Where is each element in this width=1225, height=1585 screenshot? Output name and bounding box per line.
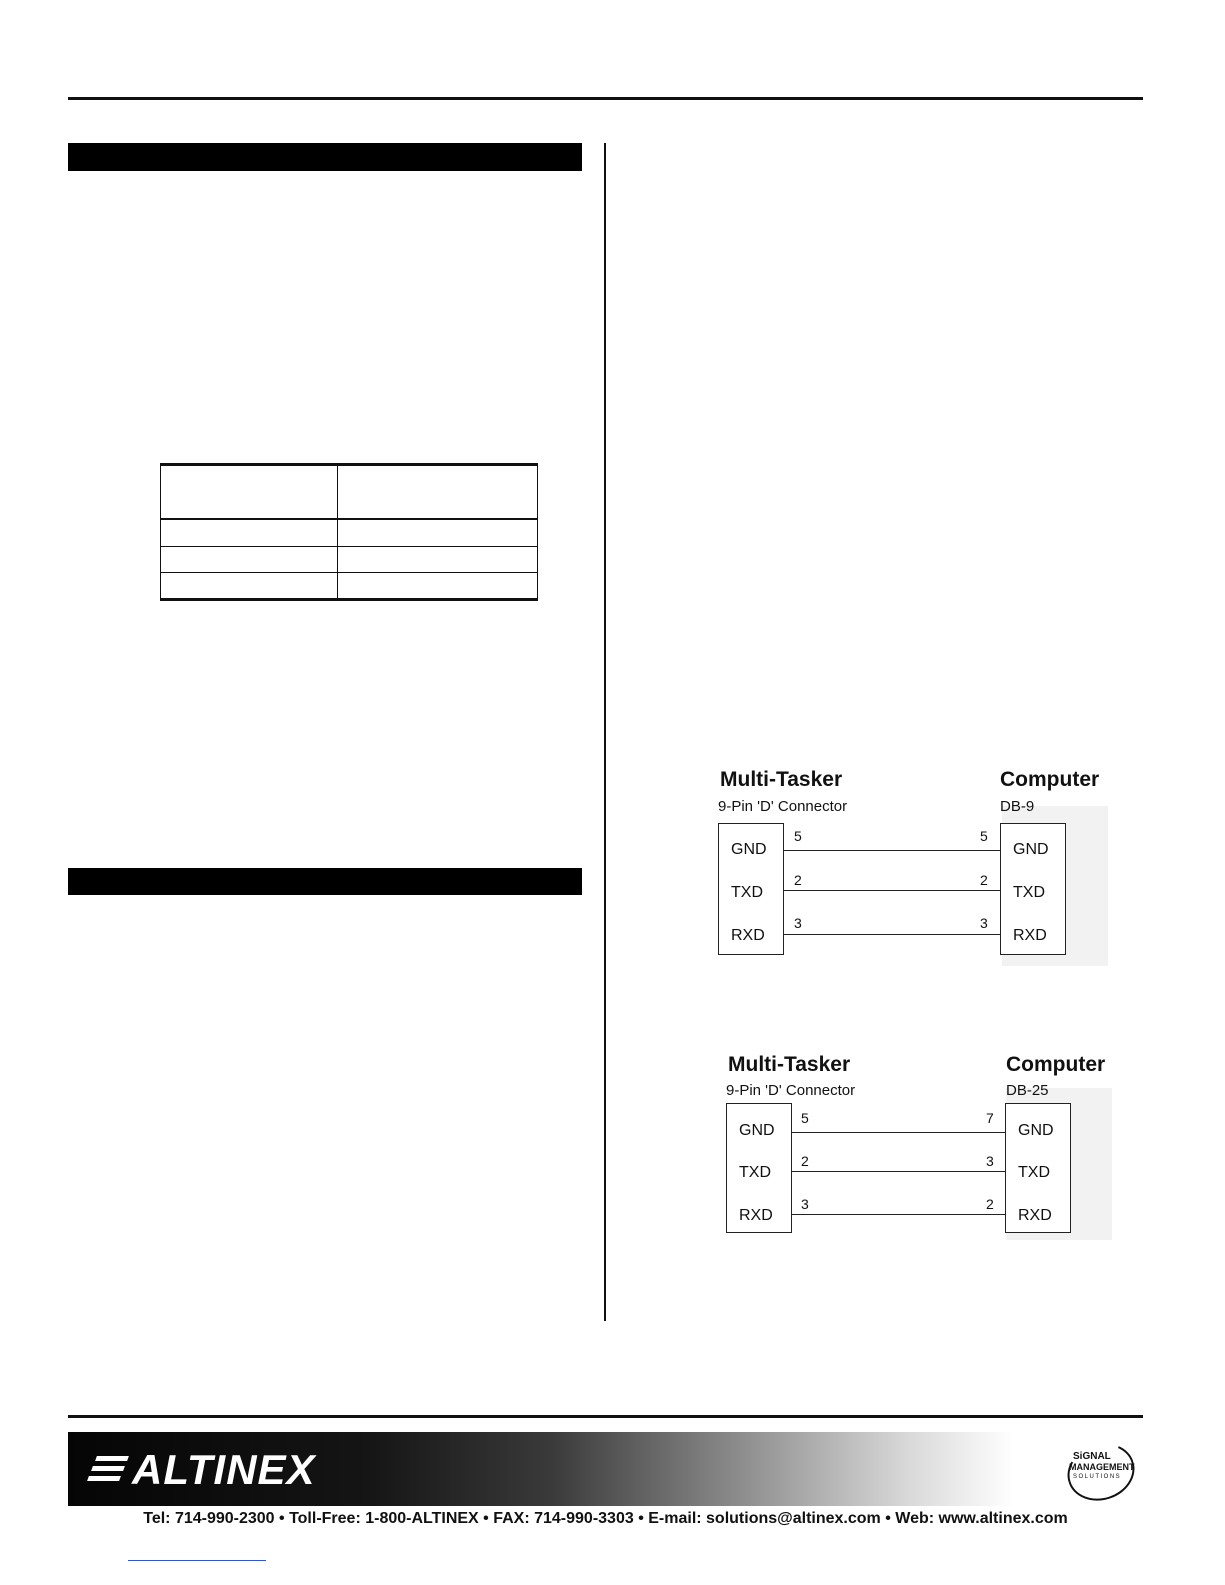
table-header-rule (160, 518, 538, 520)
footer-banner (68, 1432, 1143, 1506)
left-title: Multi-Tasker (720, 768, 843, 791)
left-pin: 2 (801, 1153, 809, 1169)
badge-line-2: MANAGEMENT (1069, 1462, 1135, 1472)
signal-management-badge (1063, 1438, 1137, 1500)
left-signal-rxd: RXD (731, 927, 765, 944)
settings-table (160, 463, 538, 601)
right-signal-gnd: GND (1018, 1122, 1054, 1139)
left-subtitle: 9-Pin 'D' Connector (718, 798, 848, 815)
left-pin: 5 (794, 828, 802, 844)
logo-stripe (87, 1476, 121, 1481)
wire-gnd (783, 850, 1000, 851)
badge-line-1: SiGNAL (1073, 1451, 1111, 1462)
left-subtitle: 9-Pin 'D' Connector (726, 1082, 856, 1099)
right-title: Computer (1006, 1053, 1106, 1076)
wire-gnd (791, 1132, 1005, 1133)
left-signal-gnd: GND (731, 841, 767, 858)
left-signal-txd: TXD (731, 884, 763, 901)
section-heading-bar-2 (68, 868, 582, 895)
table-top-rule (160, 463, 538, 466)
table-row-rule (160, 572, 538, 573)
right-pin: 2 (980, 872, 988, 888)
contact-line: Tel: 714-990-2300 • Toll-Free: 1-800-ALTINEX • FAX: 714-990-3303 • E-mail: solutions@altinex.com • Web: www.altinex.com (143, 1510, 1068, 1527)
badge-line-3: SOLUTIONS (1073, 1474, 1122, 1480)
footer-rule (68, 1415, 1143, 1418)
left-signal-txd: TXD (739, 1164, 771, 1181)
logo-text: ALTINEX (132, 1446, 316, 1493)
wire-txd (791, 1171, 1005, 1172)
right-pin: 7 (986, 1110, 994, 1126)
wiring-diagram-db9 (716, 766, 1106, 966)
wire-txd (783, 890, 1000, 891)
left-signal-gnd: GND (739, 1122, 775, 1139)
left-pin: 3 (801, 1196, 809, 1212)
table-column-rule (337, 463, 338, 601)
table-frame (160, 463, 538, 601)
right-signal-txd: TXD (1013, 884, 1045, 901)
right-subtitle: DB-25 (1006, 1082, 1049, 1099)
wire-rxd (791, 1214, 1005, 1215)
table-row-rule (160, 546, 538, 547)
link-underline (128, 1560, 266, 1561)
column-divider (604, 143, 606, 1321)
left-pin: 2 (794, 872, 802, 888)
logo-stripe (91, 1466, 125, 1471)
left-signal-rxd: RXD (739, 1207, 773, 1224)
left-pin: 3 (794, 915, 802, 931)
right-signal-rxd: RXD (1018, 1207, 1052, 1224)
wiring-diagram-db25 (724, 1050, 1114, 1245)
right-signal-gnd: GND (1013, 841, 1049, 858)
left-pin: 5 (801, 1110, 809, 1126)
logo-stripe (95, 1456, 129, 1461)
section-heading-bar-1 (68, 143, 582, 171)
right-pin: 3 (986, 1153, 994, 1169)
right-pin: 3 (980, 915, 988, 931)
left-title: Multi-Tasker (728, 1053, 851, 1076)
badge-ring (1060, 1435, 1142, 1509)
table-bottom-rule (160, 598, 538, 601)
right-signal-txd: TXD (1018, 1164, 1050, 1181)
header-rule (68, 97, 1143, 100)
right-pin: 5 (980, 828, 988, 844)
right-subtitle: DB-9 (1000, 798, 1035, 815)
right-pin: 2 (986, 1196, 994, 1212)
wire-rxd (783, 934, 1000, 935)
right-signal-rxd: RXD (1013, 927, 1047, 944)
right-title: Computer (1000, 768, 1100, 791)
